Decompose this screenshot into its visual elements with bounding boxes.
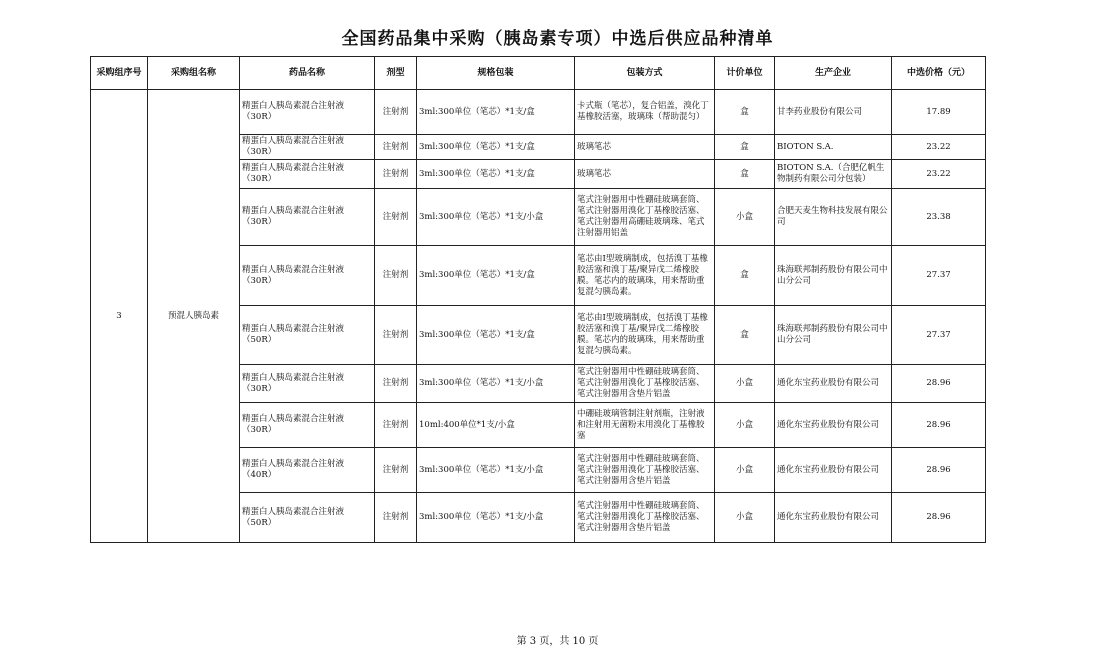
unit: 盒 (715, 90, 775, 135)
unit: 小盒 (715, 365, 775, 403)
page-number: 第 3 页，共 10 页 (516, 636, 599, 647)
company: 通化东宝药业股份有限公司 (775, 448, 892, 493)
spec: 3ml:300单位（笔芯）*1支/小盒 (417, 365, 575, 403)
supply-table (90, 56, 986, 543)
price: 23.38 (892, 189, 986, 246)
group-name: 预混人胰岛素 (148, 90, 240, 543)
drug-name: 精蛋白人胰岛素混合注射液（30R） (240, 189, 375, 246)
page-title: 全国药品集中采购（胰岛素专项）中选后供应品种清单 (341, 29, 774, 49)
company: 通化东宝药业股份有限公司 (775, 493, 892, 543)
spec: 10ml:400单位*1支/小盒 (417, 403, 575, 448)
header-drug-name: 药品名称 (240, 57, 375, 90)
company: 通化东宝药业股份有限公司 (775, 403, 892, 448)
spec: 3ml:300单位（笔芯）*1支/小盒 (417, 448, 575, 493)
header-pack: 包装方式 (575, 57, 715, 90)
drug-name: 精蛋白人胰岛素混合注射液（30R） (240, 135, 375, 160)
unit: 盒 (715, 306, 775, 365)
spec: 3ml:300单位（笔芯）*1支/盒 (417, 160, 575, 189)
drug-name: 精蛋白人胰岛素混合注射液（30R） (240, 403, 375, 448)
dosage-form: 注射剂 (375, 135, 417, 160)
drug-name: 精蛋白人胰岛素混合注射液（30R） (240, 365, 375, 403)
pack: 中硼硅玻璃管制注射剂瓶，注射液和注射用无菌粉末用溴化丁基橡胶塞 (575, 403, 715, 448)
table-row (91, 90, 986, 135)
unit: 盒 (715, 135, 775, 160)
spec: 3ml:300单位（笔芯）*1支/小盒 (417, 189, 575, 246)
price: 28.96 (892, 403, 986, 448)
spec: 3ml:300单位（笔芯）*1支/盒 (417, 90, 575, 135)
header-seq: 采购组序号 (91, 57, 148, 90)
company: 甘李药业股份有限公司 (775, 90, 892, 135)
header-spec: 规格包装 (417, 57, 575, 90)
header-group-name: 采购组名称 (148, 57, 240, 90)
dosage-form: 注射剂 (375, 246, 417, 306)
header-row (91, 57, 986, 90)
pack: 笔式注射器用中性硼硅玻璃套筒、笔式注射器用溴化丁基橡胶活塞、笔式注射器用高硼硅玻璃珠、笔式注射器用铝盖 (575, 189, 715, 246)
unit: 小盒 (715, 403, 775, 448)
company: 珠海联邦制药股份有限公司中山分公司 (775, 306, 892, 365)
price: 17.89 (892, 90, 986, 135)
spec: 3ml:300单位（笔芯）*1支/小盒 (417, 493, 575, 543)
header-price: 中选价格（元） (892, 57, 986, 90)
drug-name: 精蛋白人胰岛素混合注射液（40R） (240, 448, 375, 493)
drug-name: 精蛋白人胰岛素混合注射液（30R） (240, 90, 375, 135)
group-seq: 3 (91, 90, 148, 543)
price: 27.37 (892, 246, 986, 306)
price: 23.22 (892, 135, 986, 160)
unit: 小盒 (715, 189, 775, 246)
dosage-form: 注射剂 (375, 448, 417, 493)
company: 珠海联邦制药股份有限公司中山分公司 (775, 246, 892, 306)
drug-name: 精蛋白人胰岛素混合注射液（50R） (240, 306, 375, 365)
drug-name: 精蛋白人胰岛素混合注射液（30R） (240, 160, 375, 189)
company: BIOTON S.A. (775, 135, 892, 160)
drug-name: 精蛋白人胰岛素混合注射液（50R） (240, 493, 375, 543)
dosage-form: 注射剂 (375, 189, 417, 246)
spec: 3ml:300单位（笔芯）*1支/盒 (417, 246, 575, 306)
price: 28.96 (892, 493, 986, 543)
dosage-form: 注射剂 (375, 493, 417, 543)
dosage-form: 注射剂 (375, 365, 417, 403)
price: 28.96 (892, 448, 986, 493)
unit: 盒 (715, 160, 775, 189)
pack: 笔芯由I型玻璃制成，包括溴丁基橡胶活塞和溴丁基/聚异戊二烯橡胶膜。笔芯内的玻璃珠，用来帮助重复混匀胰岛素。 (575, 306, 715, 365)
company: BIOTON S.A.（合肥亿帆生物制药有限公司分包装） (775, 160, 892, 189)
header-form: 剂型 (375, 57, 417, 90)
spec: 3ml:300单位（笔芯）*1支/盒 (417, 135, 575, 160)
dosage-form: 注射剂 (375, 403, 417, 448)
dosage-form: 注射剂 (375, 160, 417, 189)
price: 28.96 (892, 365, 986, 403)
dosage-form: 注射剂 (375, 90, 417, 135)
unit: 盒 (715, 246, 775, 306)
pack: 卡式瓶（笔芯），复合铝盖，溴化丁基橡胶活塞，玻璃珠（帮助混匀） (575, 90, 715, 135)
price: 27.37 (892, 306, 986, 365)
header-unit: 计价单位 (715, 57, 775, 90)
drug-name: 精蛋白人胰岛素混合注射液（30R） (240, 246, 375, 306)
unit: 小盒 (715, 493, 775, 543)
header-company: 生产企业 (775, 57, 892, 90)
pack: 笔式注射器用中性硼硅玻璃套筒、笔式注射器用溴化丁基橡胶活塞、笔式注射器用含垫片铝盖 (575, 493, 715, 543)
pack: 玻璃笔芯 (575, 160, 715, 189)
company: 合肥天麦生物科技发展有限公司 (775, 189, 892, 246)
company: 通化东宝药业股份有限公司 (775, 365, 892, 403)
spec: 3ml:300单位（笔芯）*1支/盒 (417, 306, 575, 365)
pack: 笔式注射器用中性硼硅玻璃套筒、笔式注射器用溴化丁基橡胶活塞、笔式注射器用含垫片铝盖 (575, 448, 715, 493)
pack: 玻璃笔芯 (575, 135, 715, 160)
unit: 小盒 (715, 448, 775, 493)
pack: 笔芯由I型玻璃制成，包括溴丁基橡胶活塞和溴丁基/聚异戊二烯橡胶膜。笔芯内的玻璃珠，用来帮助重复混匀胰岛素。 (575, 246, 715, 306)
pack: 笔式注射器用中性硼硅玻璃套筒、笔式注射器用溴化丁基橡胶活塞、笔式注射器用含垫片铝盖 (575, 365, 715, 403)
dosage-form: 注射剂 (375, 306, 417, 365)
price: 23.22 (892, 160, 986, 189)
